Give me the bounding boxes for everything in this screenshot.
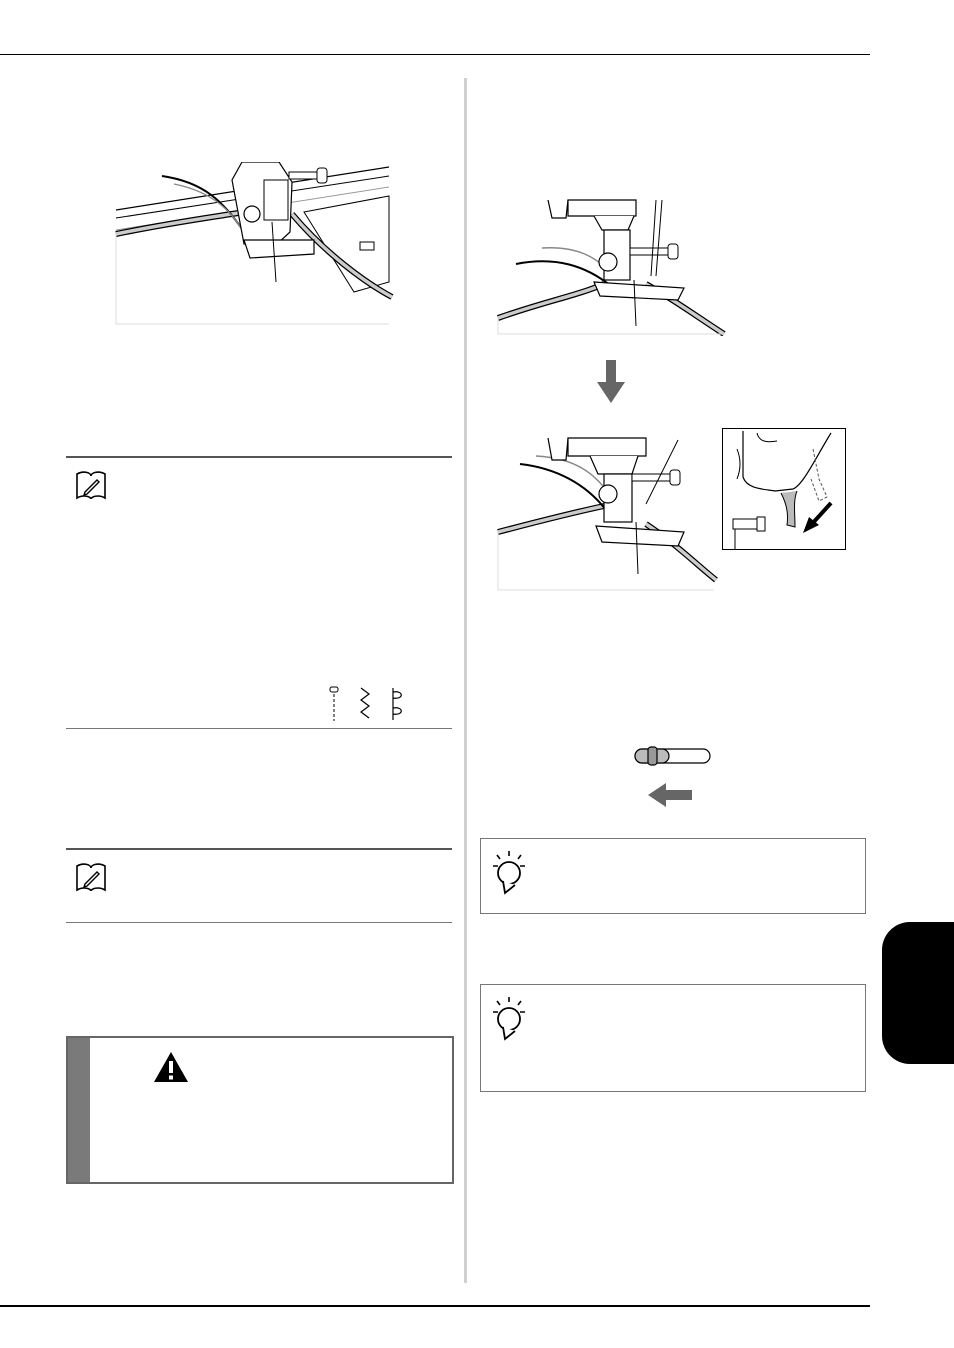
arrow-left-icon (648, 782, 692, 808)
caution-box (66, 1036, 454, 1184)
memo-top-rule-1 (66, 456, 452, 458)
top-rule (0, 54, 870, 55)
chapter-tab (882, 922, 954, 1064)
memo-bottom-rule-2 (66, 922, 452, 923)
presser-foot-figure-left (114, 162, 394, 326)
lightbulb-note-icon (491, 995, 527, 1041)
bottom-rule (0, 1305, 870, 1307)
presser-foot-figure-upper (496, 196, 726, 336)
column-divider (464, 78, 467, 1283)
lever-detail-inset (722, 428, 846, 550)
lightbulb-note-icon (491, 849, 527, 895)
decorative-stitch-icon (390, 686, 406, 722)
note-box-1 (480, 838, 866, 914)
stitch-width-slider[interactable] (634, 746, 712, 766)
arrow-down-icon (596, 360, 626, 404)
memo-top-rule-2 (66, 848, 452, 850)
memo-pencil-icon (74, 470, 108, 500)
memo-pencil-icon (74, 862, 108, 892)
presser-foot-figure-lower (496, 434, 718, 592)
caution-triangle-icon (152, 1050, 190, 1084)
note-box-2 (480, 984, 866, 1092)
zigzag-stitch-icon (358, 686, 372, 722)
caution-side-bar (68, 1038, 90, 1182)
straight-stitch-icon (328, 686, 340, 722)
memo-bottom-rule-1 (66, 728, 452, 729)
